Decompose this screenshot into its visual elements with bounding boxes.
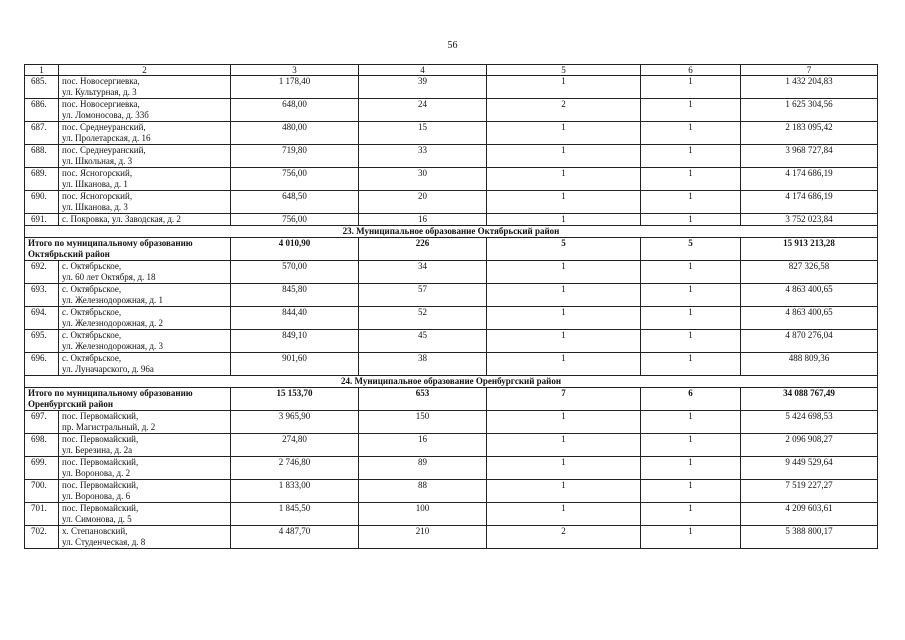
address-line: пос. Первомайский, xyxy=(62,480,139,490)
address-cell xyxy=(59,457,231,480)
address-line: ул. Шканова, д. 1 xyxy=(62,179,128,189)
count-value: 1 xyxy=(487,434,641,457)
count-value: 1 xyxy=(641,284,741,307)
address-cell xyxy=(59,99,231,122)
table-row xyxy=(25,122,878,145)
address-line: пос. Новосергиевка, xyxy=(62,76,140,86)
column-header: 1 xyxy=(25,65,59,76)
row-number: 698. xyxy=(25,434,59,457)
cost-value: 4 174 686,19 xyxy=(741,168,878,191)
total-value: 5 xyxy=(641,238,741,261)
count-value: 1 xyxy=(487,122,641,145)
count-value: 1 xyxy=(641,76,741,99)
table-row xyxy=(25,353,878,376)
cost-value: 4 870 276,04 xyxy=(741,330,878,353)
area-value: 4 487,70 xyxy=(231,526,359,549)
address-line: пос. Ясногорский, xyxy=(62,191,133,201)
address-line: пос. Первомайский, xyxy=(62,503,139,513)
count-value: 1 xyxy=(487,261,641,284)
address-line: пр. Магистральный, д. 2 xyxy=(62,422,156,432)
table-body xyxy=(25,65,878,549)
address-line: пос. Среднеуранский, xyxy=(62,145,146,155)
table-row xyxy=(25,526,878,549)
count-value: 1 xyxy=(487,411,641,434)
cost-value: 9 449 529,64 xyxy=(741,457,878,480)
count-value: 1 xyxy=(641,307,741,330)
section-header-row xyxy=(25,226,878,238)
column-header: 2 xyxy=(59,65,231,76)
address-cell xyxy=(59,76,231,99)
count-value: 1 xyxy=(641,122,741,145)
column-header: 5 xyxy=(487,65,641,76)
count-value: 1 xyxy=(487,76,641,99)
address-line: пос. Ясногорский, xyxy=(62,168,133,178)
address-cell xyxy=(59,307,231,330)
count-value: 1 xyxy=(641,214,741,226)
total-value: 653 xyxy=(359,388,487,411)
housing-table xyxy=(24,64,878,549)
count-value: 1 xyxy=(641,261,741,284)
address-line: ул. Студенческая, д. 8 xyxy=(62,537,146,547)
address-cell xyxy=(59,261,231,284)
address-line: ул. Школьная, д. 3 xyxy=(62,156,133,166)
residents-value: 52 xyxy=(359,307,487,330)
column-header: 7 xyxy=(741,65,878,76)
address-line: ул. Воронова, д. 6 xyxy=(62,491,131,501)
residents-value: 45 xyxy=(359,330,487,353)
table-row xyxy=(25,434,878,457)
section-header-row xyxy=(25,376,878,388)
area-value: 3 965,90 xyxy=(231,411,359,434)
address-line: с. Октябрьское, xyxy=(62,307,122,317)
area-value: 648,50 xyxy=(231,191,359,214)
area-value: 756,00 xyxy=(231,168,359,191)
area-value: 849,10 xyxy=(231,330,359,353)
count-value: 1 xyxy=(641,526,741,549)
address-line: ул. Железнодорожная, д. 3 xyxy=(62,341,164,351)
address-cell xyxy=(59,191,231,214)
address-line: ул. Луначарского, д. 96а xyxy=(62,364,154,374)
cost-value: 5 424 698,53 xyxy=(741,411,878,434)
count-value: 1 xyxy=(641,434,741,457)
area-value: 901,60 xyxy=(231,353,359,376)
table-row xyxy=(25,191,878,214)
row-number: 696. xyxy=(25,353,59,376)
address-cell xyxy=(59,434,231,457)
row-number: 701. xyxy=(25,503,59,526)
residents-value: 33 xyxy=(359,145,487,168)
row-number: 702. xyxy=(25,526,59,549)
total-value: 4 010,90 xyxy=(231,238,359,261)
address-cell xyxy=(59,353,231,376)
row-number: 699. xyxy=(25,457,59,480)
row-number: 694. xyxy=(25,307,59,330)
total-label-line: Октябрьский район xyxy=(28,249,110,259)
address-line: с. Октябрьское, xyxy=(62,284,122,294)
row-number: 695. xyxy=(25,330,59,353)
address-line: х. Степановский, xyxy=(62,526,128,536)
total-label-line: Оренбургский район xyxy=(28,399,114,409)
table-row xyxy=(25,76,878,99)
residents-value: 100 xyxy=(359,503,487,526)
residents-value: 16 xyxy=(359,214,487,226)
table-row xyxy=(25,457,878,480)
cost-value: 1 625 304,56 xyxy=(741,99,878,122)
cost-value: 1 432 204,83 xyxy=(741,76,878,99)
total-value: 226 xyxy=(359,238,487,261)
count-value: 2 xyxy=(487,526,641,549)
address-line: с. Октябрьское, xyxy=(62,353,122,363)
table-row xyxy=(25,480,878,503)
total-value: 15 153,70 xyxy=(231,388,359,411)
cost-value: 2 183 095,42 xyxy=(741,122,878,145)
address-cell xyxy=(59,122,231,145)
residents-value: 24 xyxy=(359,99,487,122)
area-value: 2 746,80 xyxy=(231,457,359,480)
total-value: 6 xyxy=(641,388,741,411)
column-number-header-row xyxy=(25,65,878,76)
row-number: 697. xyxy=(25,411,59,434)
column-header: 3 xyxy=(231,65,359,76)
cost-value: 7 519 227,27 xyxy=(741,480,878,503)
count-value: 1 xyxy=(641,330,741,353)
address-cell xyxy=(59,145,231,168)
total-label xyxy=(25,388,231,411)
row-number: 687. xyxy=(25,122,59,145)
residents-value: 210 xyxy=(359,526,487,549)
row-number: 693. xyxy=(25,284,59,307)
residents-value: 39 xyxy=(359,76,487,99)
count-value: 1 xyxy=(487,457,641,480)
address-line: пос. Среднеуранский, xyxy=(62,122,146,132)
column-header: 6 xyxy=(641,65,741,76)
area-value: 274,80 xyxy=(231,434,359,457)
row-number: 690. xyxy=(25,191,59,214)
count-value: 1 xyxy=(641,168,741,191)
count-value: 1 xyxy=(487,307,641,330)
address-line: ул. Культурная, д. 3 xyxy=(62,87,137,97)
area-value: 1 178,40 xyxy=(231,76,359,99)
count-value: 1 xyxy=(641,191,741,214)
row-number: 686. xyxy=(25,99,59,122)
total-value: 5 xyxy=(487,238,641,261)
address-line: ул. Железнодорожная, д. 2 xyxy=(62,318,164,328)
section-title: 24. Муниципальное образование Оренбургский район xyxy=(25,376,878,388)
section-title: 23. Муниципальное образование Октябрьский район xyxy=(25,226,878,238)
table-row xyxy=(25,214,878,226)
table-row xyxy=(25,503,878,526)
residents-value: 15 xyxy=(359,122,487,145)
table-row xyxy=(25,284,878,307)
address-line: ул. Березина, д. 2а xyxy=(62,445,133,455)
area-value: 1 833,00 xyxy=(231,480,359,503)
residents-value: 16 xyxy=(359,434,487,457)
count-value: 1 xyxy=(487,191,641,214)
residents-value: 150 xyxy=(359,411,487,434)
area-value: 1 845,50 xyxy=(231,503,359,526)
cost-value: 4 863 400,65 xyxy=(741,307,878,330)
address-line: пос. Первомайский, xyxy=(62,411,139,421)
total-value: 34 088 767,49 xyxy=(741,388,878,411)
cost-value: 2 096 908,27 xyxy=(741,434,878,457)
count-value: 1 xyxy=(487,214,641,226)
count-value: 1 xyxy=(487,145,641,168)
area-value: 570,00 xyxy=(231,261,359,284)
count-value: 1 xyxy=(487,330,641,353)
cost-value: 827 326,58 xyxy=(741,261,878,284)
total-row xyxy=(25,388,878,411)
address-cell xyxy=(59,284,231,307)
address-line: с. Октябрьское, xyxy=(62,261,122,271)
table-row xyxy=(25,307,878,330)
area-value: 844,40 xyxy=(231,307,359,330)
total-label-line: Итого по муниципальному образованию xyxy=(28,388,193,398)
residents-value: 89 xyxy=(359,457,487,480)
row-number: 700. xyxy=(25,480,59,503)
address-cell xyxy=(59,503,231,526)
count-value: 1 xyxy=(487,480,641,503)
address-line: ул. Воронова, д. 2 xyxy=(62,468,131,478)
address-line: пос. Первомайский, xyxy=(62,457,139,467)
count-value: 1 xyxy=(487,168,641,191)
area-value: 480,00 xyxy=(231,122,359,145)
total-label-line: Итого по муниципальному образованию xyxy=(28,238,193,248)
count-value: 1 xyxy=(641,503,741,526)
address-line: пос. Первомайский, xyxy=(62,434,139,444)
residents-value: 57 xyxy=(359,284,487,307)
address-cell xyxy=(59,214,231,226)
count-value: 1 xyxy=(487,353,641,376)
count-value: 1 xyxy=(641,99,741,122)
total-value: 15 913 213,28 xyxy=(741,238,878,261)
residents-value: 88 xyxy=(359,480,487,503)
count-value: 1 xyxy=(487,284,641,307)
count-value: 2 xyxy=(487,99,641,122)
table-row xyxy=(25,330,878,353)
address-line: ул. Ломоносова, д. 33б xyxy=(62,110,149,120)
table-row xyxy=(25,168,878,191)
count-value: 1 xyxy=(641,457,741,480)
residents-value: 20 xyxy=(359,191,487,214)
row-number: 692. xyxy=(25,261,59,284)
row-number: 691. xyxy=(25,214,59,226)
address-line: с. Октябрьское, xyxy=(62,330,122,340)
column-header: 4 xyxy=(359,65,487,76)
address-line: ул. Шканова, д. 3 xyxy=(62,202,128,212)
table-row xyxy=(25,411,878,434)
count-value: 1 xyxy=(641,145,741,168)
address-line: с. Покровка, ул. Заводская, д. 2 xyxy=(62,214,181,224)
address-line: ул. Железнодорожная, д. 1 xyxy=(62,295,164,305)
residents-value: 34 xyxy=(359,261,487,284)
cost-value: 3 752 023,84 xyxy=(741,214,878,226)
address-cell xyxy=(59,411,231,434)
residents-value: 38 xyxy=(359,353,487,376)
table-row xyxy=(25,145,878,168)
address-line: пос. Новосергиевка, xyxy=(62,99,140,109)
cost-value: 5 388 800,17 xyxy=(741,526,878,549)
row-number: 689. xyxy=(25,168,59,191)
count-value: 1 xyxy=(641,480,741,503)
address-cell xyxy=(59,526,231,549)
address-cell xyxy=(59,168,231,191)
address-line: ул. Пролетарская, д. 16 xyxy=(62,133,151,143)
total-value: 7 xyxy=(487,388,641,411)
count-value: 1 xyxy=(641,353,741,376)
count-value: 1 xyxy=(487,503,641,526)
address-cell xyxy=(59,330,231,353)
residents-value: 30 xyxy=(359,168,487,191)
area-value: 719,80 xyxy=(231,145,359,168)
page-number: 56 xyxy=(447,40,458,51)
address-line: ул. Симонова, д. 5 xyxy=(62,514,132,524)
cost-value: 3 968 727,84 xyxy=(741,145,878,168)
total-label xyxy=(25,238,231,261)
cost-value: 488 809,36 xyxy=(741,353,878,376)
area-value: 648,00 xyxy=(231,99,359,122)
table-row xyxy=(25,99,878,122)
total-row xyxy=(25,238,878,261)
address-cell xyxy=(59,480,231,503)
row-number: 688. xyxy=(25,145,59,168)
cost-value: 4 863 400,65 xyxy=(741,284,878,307)
address-line: ул. 60 лет Октября, д. 18 xyxy=(62,272,156,282)
row-number: 685. xyxy=(25,76,59,99)
table-row xyxy=(25,261,878,284)
cost-value: 4 209 603,61 xyxy=(741,503,878,526)
area-value: 845,80 xyxy=(231,284,359,307)
cost-value: 4 174 686,19 xyxy=(741,191,878,214)
count-value: 1 xyxy=(641,411,741,434)
area-value: 756,00 xyxy=(231,214,359,226)
